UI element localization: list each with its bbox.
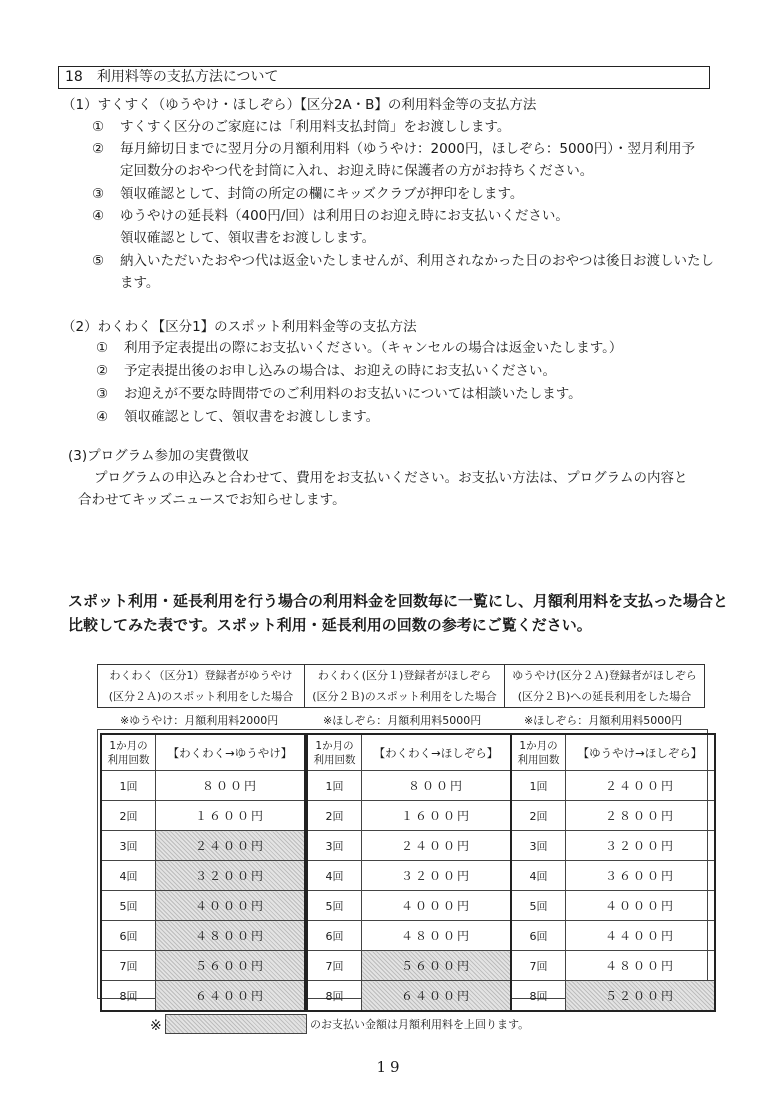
- legend-mark: ※: [150, 1018, 162, 1034]
- part2-item-1-number: ①: [96, 340, 109, 356]
- amount-cell: １６００円: [362, 801, 512, 831]
- amount-cell-over-monthly: ５２００円: [566, 981, 716, 1012]
- part1-item-3-line-1: 領収確認として、封筒の所定の欄にキッズクラブが押印をします。: [120, 186, 524, 202]
- caption-2-line-1: わくわく(区分１)登録者がほしぞら: [317, 669, 492, 682]
- table-row: [101, 861, 305, 891]
- part2-item-1-text: 利用予定表提出の際にお支払いください。（キャンセルの場合は返金いたします。）: [124, 340, 623, 356]
- table-captions: [97, 664, 705, 708]
- amount-cell: ３２００円: [566, 831, 716, 861]
- usage-count-cell: 3回: [307, 831, 362, 861]
- table-row: [101, 771, 305, 801]
- part1-item-1-number: ①: [92, 119, 105, 135]
- usage-count-cell: 1回: [511, 771, 566, 801]
- usage-count-cell: 2回: [307, 801, 362, 831]
- page-number: 19: [376, 1058, 404, 1076]
- table-row: [307, 921, 511, 951]
- price-table-2: [306, 733, 512, 1012]
- usage-count-cell: 5回: [101, 891, 156, 921]
- table-row: [511, 801, 715, 831]
- amount-cell-over-monthly: ５６００円: [362, 951, 512, 981]
- caption-1-line-1: わくわく（区分1）登録者がゆうやけ: [109, 669, 293, 682]
- part2-item-3-text: お迎えが不要な時間帯でのご利用料のお支払いについては相談いたします。: [124, 386, 582, 402]
- part3-line-2: 合わせてキッズニュースでお知らせします。: [78, 492, 346, 508]
- amount-cell: ３２００円: [362, 861, 512, 891]
- usage-count-cell: 1回: [307, 771, 362, 801]
- amount-cell: ４０００円: [566, 891, 716, 921]
- part1-item-4-line-2: 領収確認として、領収書をお渡しします。: [120, 230, 376, 246]
- part2-item-4-number: ④: [96, 409, 109, 425]
- count-column-header: [101, 734, 156, 771]
- legend-text: のお支払い金額は月額利用料を上回ります。: [310, 1018, 530, 1031]
- part1-item-5-line-2: ます。: [120, 275, 160, 291]
- usage-count-cell: 4回: [101, 861, 156, 891]
- caption-1-line-2: (区分２Ａ)のスポット利用をした場合: [108, 690, 294, 703]
- caption-3-line-1: ゆうやけ(区分２Ａ)登録者がほしぞら: [512, 669, 697, 682]
- part2-item-3-number: ③: [96, 386, 109, 402]
- amount-cell: １６００円: [156, 801, 306, 831]
- caption-3: [505, 665, 704, 707]
- amount-cell-over-monthly: ６４００円: [362, 981, 512, 1012]
- table-row: [511, 831, 715, 861]
- table-row: [307, 861, 511, 891]
- usage-count-cell: 5回: [307, 891, 362, 921]
- usage-count-cell: 8回: [101, 981, 156, 1012]
- count-header-line-2: 利用回数: [517, 753, 560, 766]
- fee-note-2: ※ほしぞら：月額利用料5000円: [323, 714, 482, 727]
- table-row: [101, 951, 305, 981]
- table-row: [511, 861, 715, 891]
- amount-cell: ８００円: [362, 771, 512, 801]
- table-row: [307, 951, 511, 981]
- amount-cell: ４８００円: [362, 921, 512, 951]
- caption-3-line-2: (区分２Ｂ)への延長利用をした場合: [517, 690, 692, 703]
- route-column-header: 【わくわく→ゆうやけ】: [156, 734, 306, 771]
- count-header-line-1: 1か月の: [109, 739, 148, 752]
- part3-heading: (3)プログラム参加の実費徴収: [68, 448, 249, 464]
- count-header-line-1: 1か月の: [315, 739, 354, 752]
- table-row: [511, 891, 715, 921]
- part1-item-4-number: ④: [92, 208, 105, 224]
- count-column-header: [307, 734, 362, 771]
- part2-item-4-text: 領収確認として、領収書をお渡しします。: [124, 409, 380, 425]
- fee-note-1: ※ゆうやけ：月額利用料2000円: [120, 714, 279, 727]
- amount-cell: ２８００円: [566, 801, 716, 831]
- amount-cell-over-monthly: ６４００円: [156, 981, 306, 1012]
- table-row: [307, 831, 511, 861]
- amount-cell-over-monthly: ２４００円: [156, 831, 306, 861]
- table-row: [101, 891, 305, 921]
- part1-heading: （1）すくすく（ゆうやけ・ほしぞら）【区分2A・B】の利用料金等の支払方法: [62, 97, 537, 113]
- part1-item-5-line-1: 納入いただいたおやつ代は返金いたしませんが、利用されなかった日のおやつは後日お渡しいたし: [120, 253, 714, 269]
- table-row: [511, 921, 715, 951]
- part1-item-1-line-1: すくすく区分のご家庭には「利用料支払封筒」をお渡しします。: [120, 119, 511, 135]
- count-header-line-2: 利用回数: [313, 753, 356, 766]
- amount-cell-over-monthly: ４８００円: [156, 921, 306, 951]
- amount-cell: ２４００円: [362, 831, 512, 861]
- usage-count-cell: 8回: [511, 981, 566, 1012]
- table-row: [511, 951, 715, 981]
- table-row: [307, 981, 511, 1012]
- amount-cell: ４８００円: [566, 951, 716, 981]
- part2-item-2-text: 予定表提出後のお申し込みの場合は、お迎えの時にお支払いください。: [124, 363, 556, 379]
- price-table-2-header-row: [307, 734, 511, 771]
- usage-count-cell: 7回: [101, 951, 156, 981]
- table-row: [307, 801, 511, 831]
- intro-line-1: スポット利用・延長利用を行う場合の利用料金を回数毎に一覧にし、月額利用料を支払った場合と: [68, 592, 729, 610]
- amount-cell-over-monthly: ４０００円: [156, 891, 306, 921]
- table-row: [307, 771, 511, 801]
- section-title: 18 利用料等の支払方法について: [58, 66, 710, 89]
- usage-count-cell: 6回: [101, 921, 156, 951]
- route-column-header: 【ゆうやけ→ほしぞら】: [566, 734, 716, 771]
- amount-cell: ４０００円: [362, 891, 512, 921]
- part1-item-2-line-2: 定回数分のおやつ代を封筒に入れ、お迎え時に保護者の方がお持ちください。: [120, 163, 594, 179]
- legend-swatch: [165, 1014, 307, 1034]
- caption-2: [305, 665, 505, 707]
- usage-count-cell: 7回: [307, 951, 362, 981]
- table-row: [101, 831, 305, 861]
- part2-heading: （2）わくわく【区分1】のスポット利用料金等の支払方法: [62, 319, 417, 335]
- route-column-header: 【わくわく→ほしぞら】: [362, 734, 512, 771]
- caption-1: [98, 665, 305, 707]
- usage-count-cell: 4回: [511, 861, 566, 891]
- amount-cell: ４４００円: [566, 921, 716, 951]
- table-row: [101, 981, 305, 1012]
- usage-count-cell: 8回: [307, 981, 362, 1012]
- table-row: [101, 921, 305, 951]
- amount-cell: ３６００円: [566, 861, 716, 891]
- part1-item-2-line-1: 毎月締切日までに翌月分の月額利用料（ゆうやけ：2000円，ほしぞら：5000円）・翌月利用予: [120, 141, 695, 157]
- part1-item-4-line-1: ゆうやけの延長料（400円/回）は利用日のお迎え時にお支払いください。: [120, 208, 569, 224]
- price-table-3: [510, 733, 716, 1012]
- caption-2-line-2: (区分２Ｂ)のスポット利用をした場合: [312, 690, 497, 703]
- count-header-line-2: 利用回数: [107, 753, 150, 766]
- usage-count-cell: 6回: [307, 921, 362, 951]
- table-row: [307, 891, 511, 921]
- part1-item-3-number: ③: [92, 186, 105, 202]
- price-table-3-header-row: [511, 734, 715, 771]
- count-column-header: [511, 734, 566, 771]
- usage-count-cell: 2回: [101, 801, 156, 831]
- price-table-1: [100, 733, 306, 1012]
- count-header-line-1: 1か月の: [519, 739, 558, 752]
- part2-item-2-number: ②: [96, 363, 109, 379]
- part1-item-2-number: ②: [92, 141, 105, 157]
- usage-count-cell: 3回: [511, 831, 566, 861]
- fee-note-3: ※ほしぞら：月額利用料5000円: [524, 714, 683, 727]
- amount-cell: ８００円: [156, 771, 306, 801]
- usage-count-cell: 4回: [307, 861, 362, 891]
- table-row: [101, 801, 305, 831]
- usage-count-cell: 6回: [511, 921, 566, 951]
- price-table-1-header-row: [101, 734, 305, 771]
- part3-line-1: プログラムの申込みと合わせて、費用をお支払いください。お支払い方法は、プログラムの内容と: [94, 470, 688, 486]
- amount-cell-over-monthly: ５６００円: [156, 951, 306, 981]
- usage-count-cell: 1回: [101, 771, 156, 801]
- table-row: [511, 981, 715, 1012]
- usage-count-cell: 3回: [101, 831, 156, 861]
- usage-count-cell: 7回: [511, 951, 566, 981]
- amount-cell: ２４００円: [566, 771, 716, 801]
- part1-item-5-number: ⑤: [92, 253, 105, 269]
- usage-count-cell: 5回: [511, 891, 566, 921]
- table-row: [511, 771, 715, 801]
- intro-line-2: 比較してみた表です。スポット利用・延長利用の回数の参考にご覧ください。: [68, 616, 592, 634]
- amount-cell-over-monthly: ３２００円: [156, 861, 306, 891]
- usage-count-cell: 2回: [511, 801, 566, 831]
